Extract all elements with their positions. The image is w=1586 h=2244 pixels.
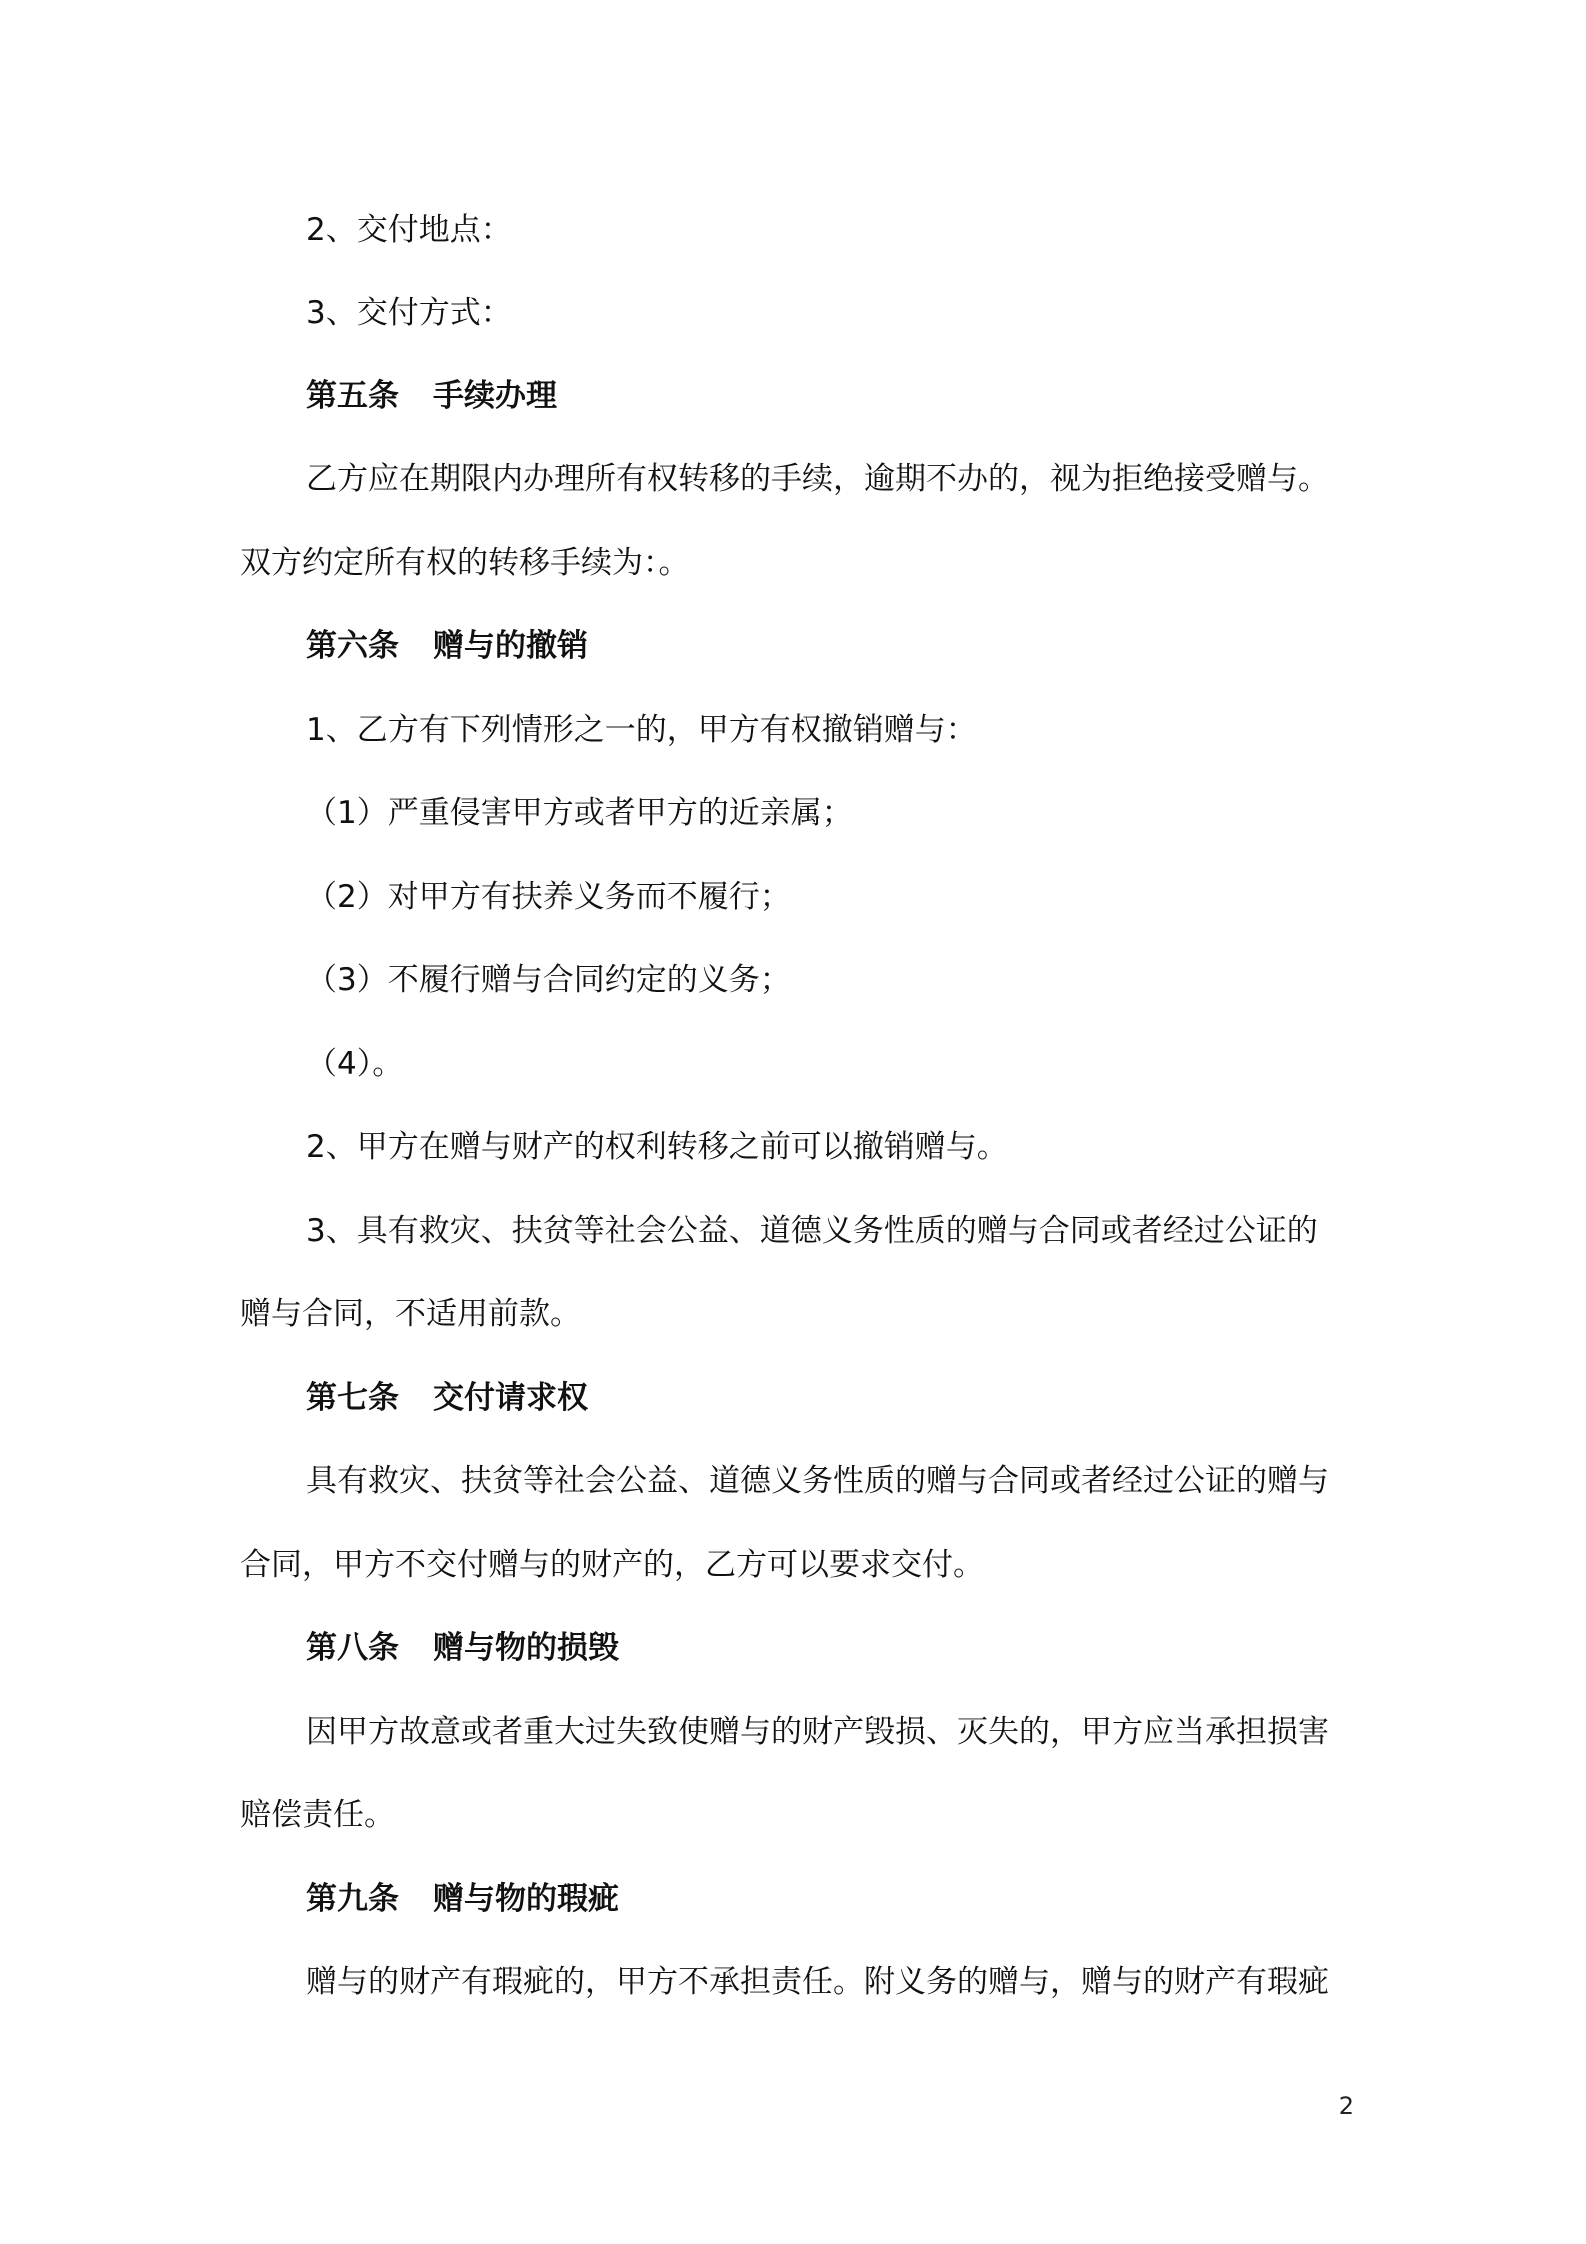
paragraph-line: 因甲方故意或者重大过失致使赠与的财产毁损、灭失的，甲方应当承担损害 (306, 1714, 1329, 1750)
paragraph-line: （3）不履行赠与合同约定的义务； (306, 962, 791, 998)
article-number: 第九条 (306, 1881, 399, 1917)
article-number: 第七条 (306, 1380, 399, 1416)
article-heading (306, 1378, 588, 1418)
paragraph-line: 合同，甲方不交付赠与的财产的，乙方可以要求交付。 (240, 1547, 984, 1583)
paragraph-line: （4）。 (306, 1046, 404, 1082)
paragraph-line: （1）严重侵害甲方或者甲方的近亲属； (306, 795, 853, 831)
paragraph-line: 2、交付地点： (306, 212, 512, 248)
paragraph-line: 赠与合同，不适用前款。 (240, 1296, 581, 1332)
paragraph-line: 2、甲方在赠与财产的权利转移之前可以撤销赠与。 (306, 1129, 1008, 1165)
article-heading (306, 1628, 619, 1668)
article-title: 赠与的撤销 (433, 628, 588, 664)
article-heading (306, 626, 588, 666)
paragraph-line: 3、具有救灾、扶贫等社会公益、道德义务性质的赠与合同或者经过公证的 (306, 1213, 1318, 1249)
paragraph-line: 1、乙方有下列情形之一的，甲方有权撤销赠与： (306, 712, 977, 748)
article-title: 赠与物的瑕疵 (433, 1881, 619, 1917)
article-title: 赠与物的损毁 (433, 1630, 619, 1666)
article-number: 第八条 (306, 1630, 399, 1666)
article-number: 第六条 (306, 628, 399, 664)
paragraph-line: 乙方应在期限内办理所有权转移的手续，逾期不办的，视为拒绝接受赠与。 (306, 461, 1329, 497)
article-title: 手续办理 (433, 378, 557, 414)
paragraph-line: 赔偿责任。 (240, 1797, 395, 1833)
article-heading (306, 376, 557, 416)
article-heading (306, 1879, 619, 1919)
article-title: 交付请求权 (433, 1380, 588, 1416)
paragraph-line: 具有救灾、扶贫等社会公益、道德义务性质的赠与合同或者经过公证的赠与 (306, 1463, 1329, 1499)
paragraph-line: 3、交付方式： (306, 295, 512, 331)
page-number: 2 (1338, 2092, 1354, 2120)
paragraph-line: 赠与的财产有瑕疵的，甲方不承担责任。附义务的赠与，赠与的财产有瑕疵 (306, 1964, 1329, 2000)
paragraph-line: （2）对甲方有扶养义务而不履行； (306, 879, 791, 915)
paragraph-line: 双方约定所有权的转移手续为：。 (240, 545, 690, 581)
article-number: 第五条 (306, 378, 399, 414)
